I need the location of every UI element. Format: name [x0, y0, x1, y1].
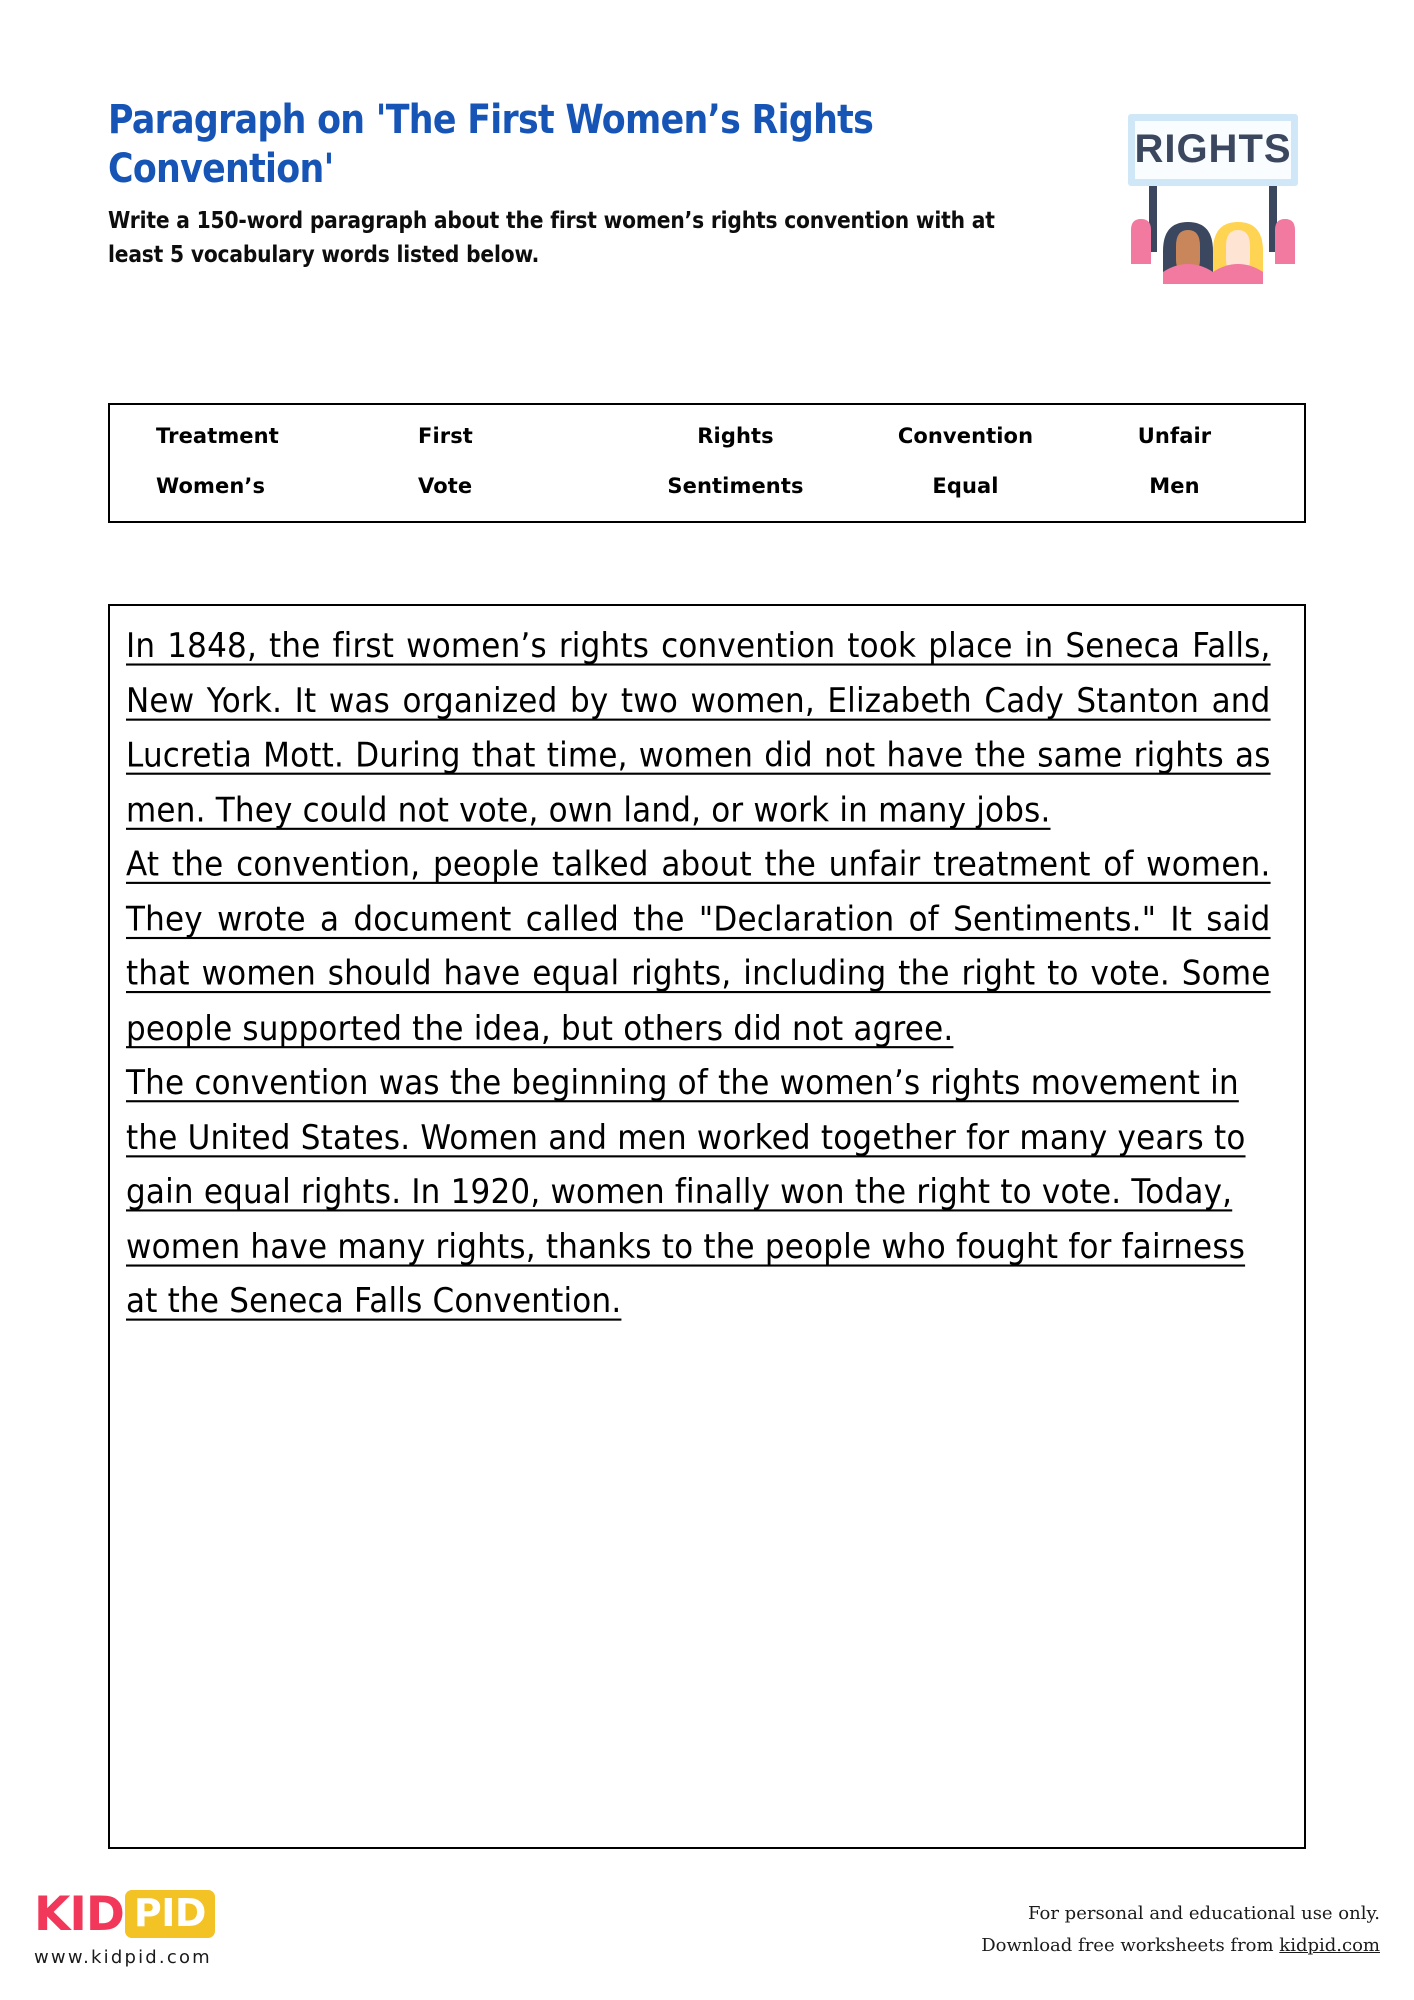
worksheet-instructions: Write a 150-word paragraph about the first women’s rights convention with at least 5 vocabulary words listed below.: [108, 207, 995, 269]
worksheet-header: [108, 96, 1308, 284]
logo-kid-text: KID: [34, 1886, 124, 1942]
answer-paragraph-box[interactable]: [108, 604, 1306, 1849]
answer-paragraph: At the convention, people talked about the unfair treatment of women. They wrote a document called the "Declaration of Sentiments." It said that women should have equal rights, including the right to vote. Some people supported the idea, but others did not agree.: [126, 845, 1271, 1048]
kidpid-link[interactable]: kidpid.com: [1279, 1934, 1380, 1956]
footer-usage-notice: [981, 1898, 1380, 1961]
vocabulary-word-bank: [108, 403, 1306, 523]
vocab-word: First: [418, 424, 473, 448]
logo-pid-badge: PID: [125, 1890, 215, 1938]
header-text-block: [108, 96, 1008, 273]
vocab-word: Vote: [418, 474, 473, 498]
vocab-word: Unfair: [1137, 424, 1212, 448]
answer-paragraph: The convention was the beginning of the women’s rights movement in the United States. Women and men worked together for many years to gain equal rights. In 1920, women finally won the right to vote. Today, women have many rights, thanks to the people who fought for fairness at the Seneca Falls Convention.: [126, 1064, 1246, 1321]
left-hand-icon: [1131, 230, 1151, 264]
vocabulary-row: [128, 461, 1286, 511]
usage-notice-line: For personal and educational use only.: [1028, 1903, 1380, 1924]
vocab-word: Rights: [697, 424, 774, 448]
logo-website-url: www.kidpid.com: [34, 1947, 212, 1968]
download-notice-line: [981, 1930, 1380, 1962]
vocab-word: Women’s: [156, 474, 266, 498]
vocab-word: Equal: [932, 474, 999, 498]
protest-illustration-svg: [1118, 94, 1308, 284]
vocabulary-row: [128, 411, 1286, 461]
right-hand-icon: [1275, 230, 1295, 264]
answer-paragraph: In 1848, the first women’s rights convention took place in Seneca Falls, New York. It was organized by two women, Elizabeth Cady Stanton and Lucretia Mott. During that time, women did not have the same rights as men. They could not vote, own land, or work in many jobs.: [126, 627, 1271, 830]
vocab-word: Sentiments: [667, 474, 804, 498]
page-title: Paragraph on 'The First Women’s Rights Convention': [108, 97, 874, 192]
kidpid-logo-wordmark: [34, 1888, 215, 1940]
download-notice-prefix: Download free worksheets from: [981, 1934, 1280, 1956]
vocab-word: Treatment: [156, 424, 279, 448]
vocab-word: Men: [1149, 474, 1200, 498]
rights-sign-text: RIGHTS: [1134, 127, 1292, 171]
kidpid-logo[interactable]: [34, 1888, 215, 1968]
vocab-word: Convention: [897, 424, 1034, 448]
answer-text-body: [126, 620, 1271, 1330]
women-rights-illustration: [1118, 94, 1308, 284]
page-footer: [0, 1880, 1414, 2000]
